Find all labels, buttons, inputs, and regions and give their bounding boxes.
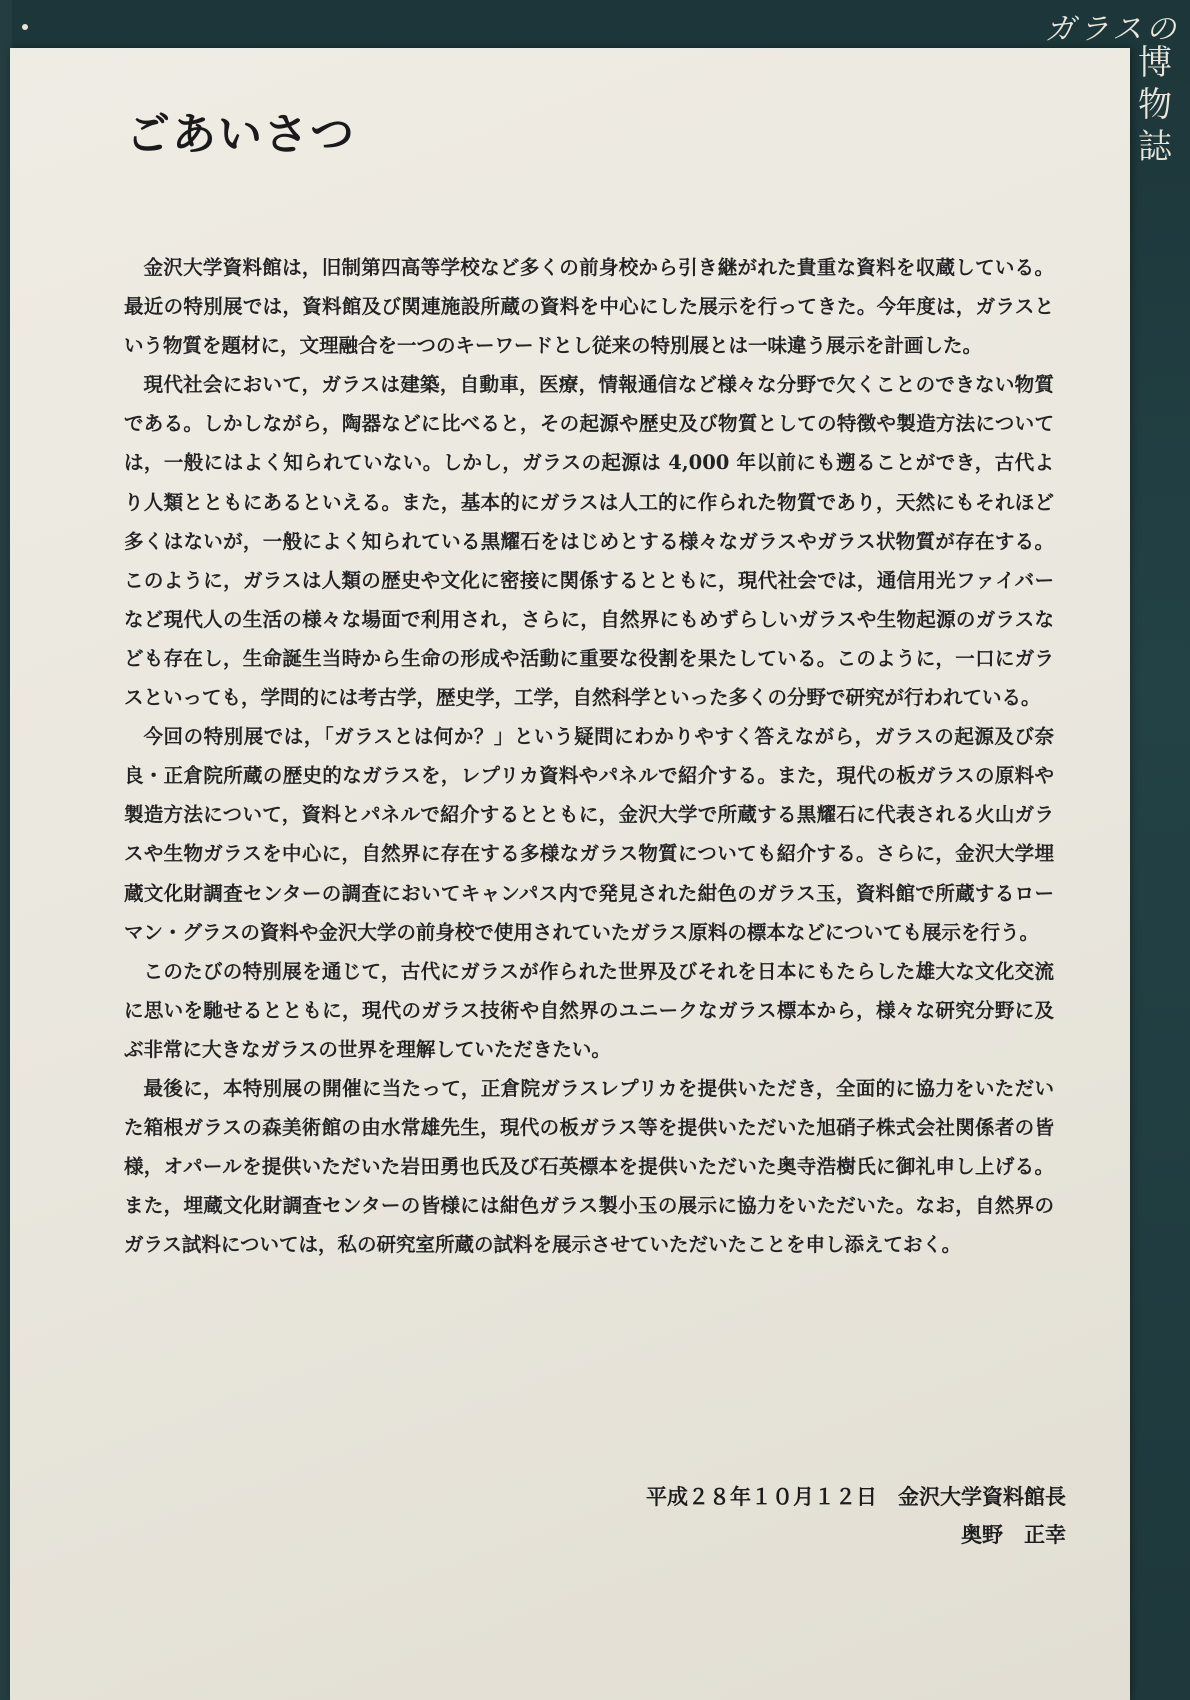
paragraph-1: 金沢大学資料館は，旧制第四高等学校など多くの前身校から引き継がれた貴重な資料を収蔵している。最近の特別展では，資料館及び関連施設所蔵の資料を中心にした展示を行ってきた。今年度は，ガラスという物質を題材に，文理融合を一つのキーワードとし従来の特別展とは一味違う展示を計画した。 xyxy=(124,256,1054,358)
greeting-body xyxy=(124,248,1054,1264)
paragraph-2: 現代社会において，ガラスは建築，自動車，医療，情報通信など様々な分野で欠くことのできない物質である。しかしながら，陶器などに比べると，その起源や歴史及び物質としての特徴や製造方法については，一般にはよく知られていない。しかし，ガラスの起源は 4,000 年以前にも遡ることができ，古代より人類とともにあるといえる。また，基本的にガラスは人工的に作られた物質であり，天然にもそれほど多くはないが，一般によく知られている黒耀石をはじめとする様々なガラスやガラス状物質が存在する。このように，ガラスは人類の歴史や文化に密接に関係するとともに，現代社会では，通信用光ファイバーなど現代人の生活の様々な場面で利用され，さらに，自然界にもめずらしいガラスや生物起源のガラスなども存在し，生命誕生当時から生命の形成や活動に重要な役割を果たしている。このように，一口にガラスといっても，学問的には考古学，歴史学，工学，自然科学といった多くの分野で研究が行われている。 xyxy=(124,373,1054,710)
side-title-line2: 博物誌 xyxy=(1138,43,1172,167)
signature-block xyxy=(646,1478,1066,1554)
signature-name: 奥野 正幸 xyxy=(961,1522,1066,1547)
paragraph-5: 最後に，本特別展の開催に当たって，正倉院ガラスレプリカを提供いただき，全面的に協力をいただいた箱根ガラスの森美術館の由水常雄先生，現代の板ガラス等を提供いただいた旭硝子株式会社関係者の皆様，オパールを提供いただいた岩田勇也氏及び石英標本を提供いただいた奥寺浩樹氏に御礼申し上げる。また，埋蔵文化財調査センターの皆様には紺色ガラス製小玉の展示に協力をいただいた。なお，自然界のガラス試料については，私の研究室所蔵の試料を展示させていただいたことを申し添えておく。 xyxy=(124,1076,1054,1257)
paragraph-3: 今回の特別展では，「ガラスとは何か？」という疑問にわかりやすく答えながら，ガラスの起源及び奈良・正倉院所蔵の歴史的なガラスを，レプリカ資料やパネルで紹介する。また，現代の板ガラスの原料や製造方法について，資料とパネルで紹介するとともに，金沢大学で所蔵する黒耀石に代表される火山ガラスや生物ガラスを中心に，自然界に存在する多様なガラス物質についても紹介する。さらに，金沢大学埋蔵文化財調査センターの調査においてキャンパス内で発見された紺色のガラス玉，資料館で所蔵するローマン・グラスの資料や金沢大学の前身校で使用されていたガラス原料の標本などについても展示を行う。 xyxy=(124,725,1054,944)
paragraph-4: このたびの特別展を通じて，古代にガラスが作られた世界及びそれを日本にもたらした雄大な文化交流に思いを馳せるとともに，現代のガラス技術や自然界のユニークなガラス標本から，様々な研究分野に及ぶ非常に大きなガラスの世界を理解していただきたい。 xyxy=(124,959,1054,1061)
page-title: ごあいさつ xyxy=(126,109,356,160)
pin-icon xyxy=(22,24,28,30)
signature-date-title: 平成２８年１０月１２日 金沢大学資料館長 xyxy=(646,1484,1066,1509)
side-title-line1: ガラスの xyxy=(1044,12,1180,47)
